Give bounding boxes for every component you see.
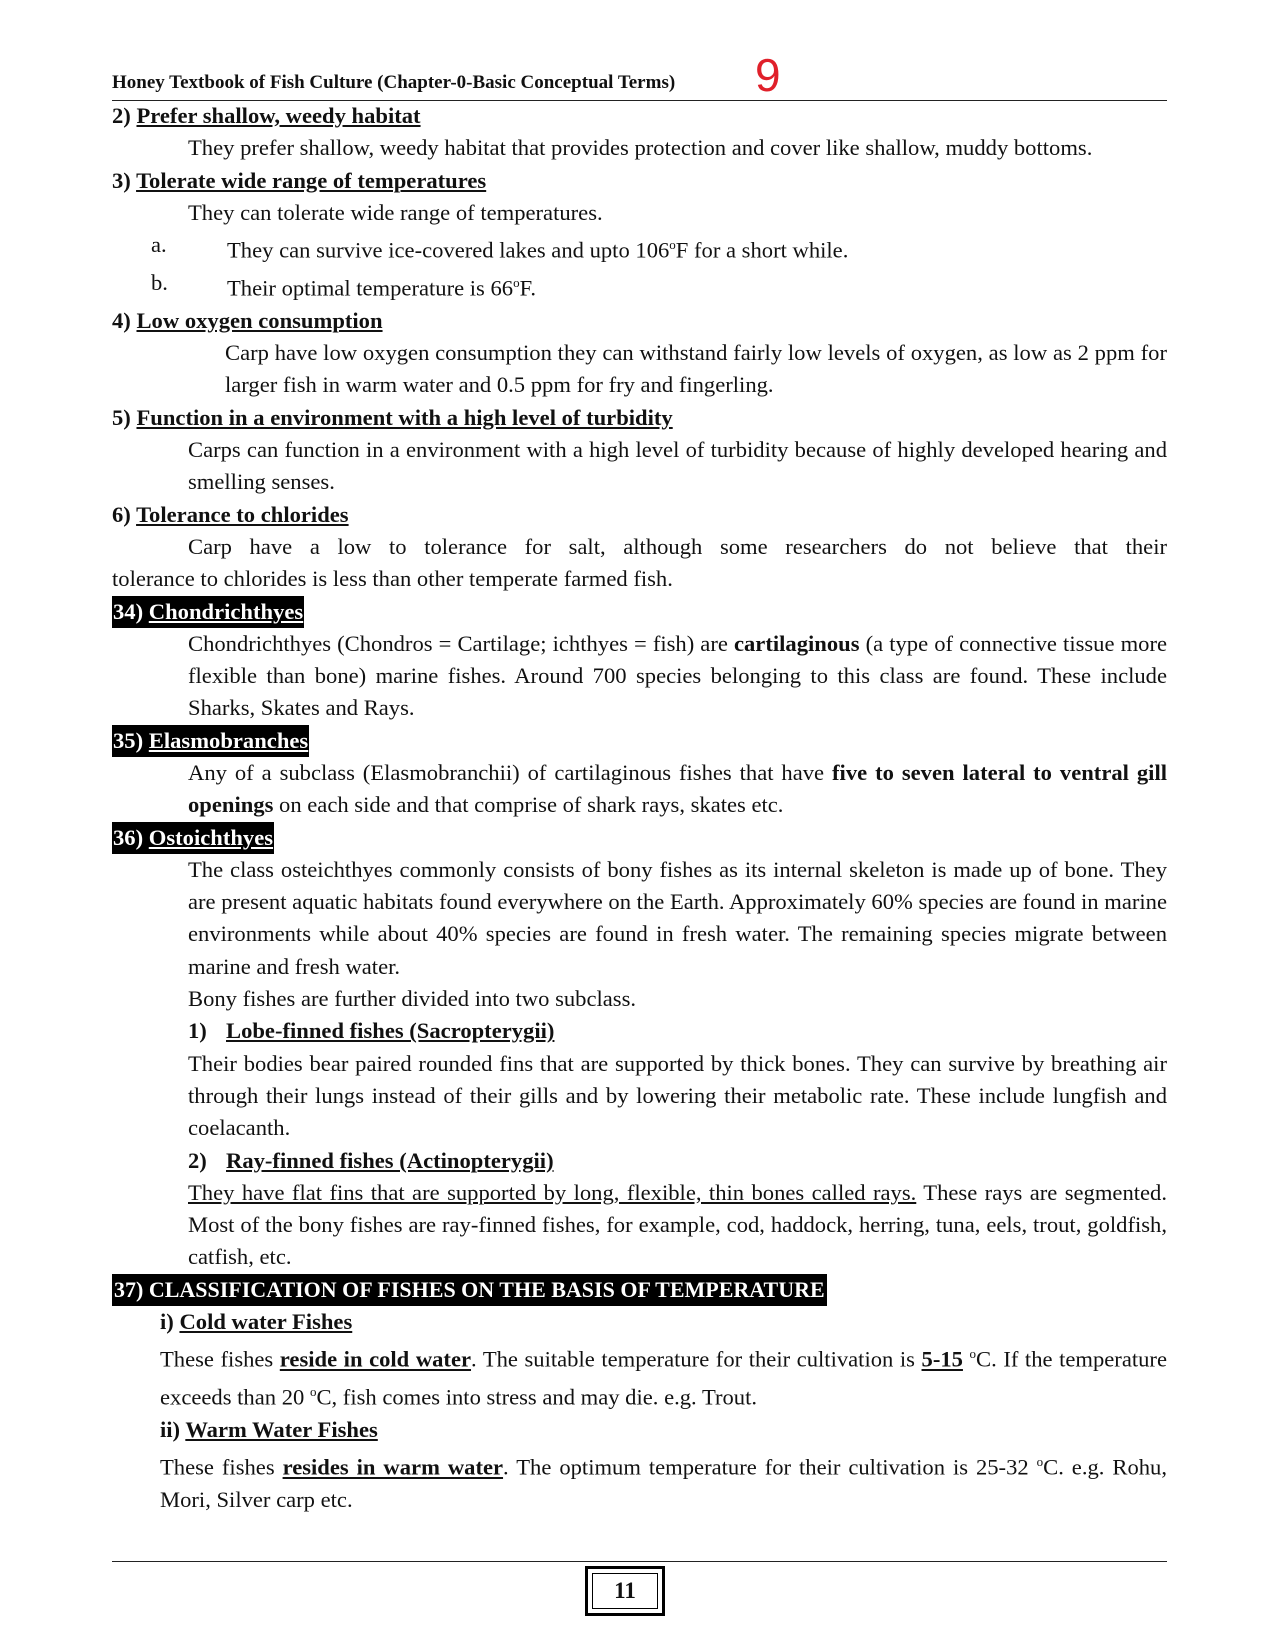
paragraph-prefer-shallow: They prefer shallow, weedy habitat that provides protection and cover like shallow, muddy bottoms.: [188, 135, 1093, 161]
heading-prefer-shallow: 2) Prefer shallow, weedy habitat: [112, 103, 421, 128]
paragraph-tolerate-temperatures: They can tolerate wide range of temperatures.: [188, 199, 603, 225]
paragraph-chlorides-cont: tolerance to chlorides is less than other temperate farmed fish.: [112, 566, 673, 592]
list-item-a: a. They can survive ice-covered lakes and upto 106$^o$F for a short while.: [151, 232, 849, 263]
heading-ostoichthyes: 36) Ostoichthyes: [112, 822, 1167, 854]
paragraph-chlorides: Carp have a low to tolerance for salt, although some researchers do not believe that their: [188, 533, 1167, 559]
paragraph-chondrichthyes: Chondrichthyes (Chondros = Cartilage; ichthyes = fish) are cartilaginous (a type of connective tissue more flexible than bone) marine fishes. Around 700 species belonging to this class are found. These include Sharks, Skates and Rays.: [188, 630, 1168, 721]
paragraph-turbidity: Carps can function in a environment with a high level of turbidity because of highly developed hearing and smelling senses.: [188, 437, 1167, 495]
heading-elasmobranches: 35) Elasmobranches: [112, 725, 1167, 757]
paragraph-lobe-finned: Their bodies bear paired rounded fins that are supported by thick bones. They can survive by breathing air through their lungs instead of their gills and by lowering their metabolic rate. These include lungfish and coelacanth.: [188, 1050, 1167, 1141]
heading-cold-water: i) Cold water Fishes: [160, 1309, 353, 1335]
heading-turbidity: 5) Function in a environment with a high level of turbidity: [112, 404, 673, 430]
paragraph-low-oxygen: Carp have low oxygen consumption they can withstand fairly low levels of oxygen, as low as 2 ppm for larger fish in warm water and 0.5 ppm for fry and fingerling.: [225, 340, 1167, 398]
heading-chondrichthyes: 34) Chondrichthyes: [112, 596, 1167, 628]
list-item-b: b. Their optimal temperature is 66$^o$F.: [151, 270, 537, 301]
paragraph-warm-water: These fishes resides in warm water. The optimum temperature for their cultivation is 25-32 $^o$C. e.g. Rohu, Mori, Silver carp etc.: [160, 1454, 1167, 1513]
heading-chlorides: 6) Tolerance to chlorides: [112, 501, 349, 527]
subheading-ray-finned: 2) Ray-finned fishes (Actinopterygii): [188, 1147, 554, 1173]
paragraph-ray-finned: They have flat fins that are supported by long, flexible, thin bones called rays. These rays are segmented. Most of the bony fishes are ray-finned fishes, for example, cod, haddock, herring, tuna, eels, trout, goldfish, catfish, etc.: [188, 1179, 1167, 1270]
page-number-box: [585, 1566, 665, 1616]
chapter-number: 9: [755, 49, 781, 101]
paragraph-ostoichthyes: The class osteichthyes commonly consists of bony fishes as its internal skeleton is made up of bone. They are present aquatic habitats found everywhere on the Earth. Approximately 60% species are found in marine environments while about 40% species are found in fresh water. The remaining species migrate between marine and fresh water.: [188, 856, 1167, 979]
heading-tolerate-temperatures: 3) Tolerate wide range of temperatures: [112, 167, 487, 193]
heading-warm-water: ii) Warm Water Fishes: [160, 1417, 378, 1442]
header-title: Honey Textbook of Fish Culture (Chapter-0-Basic Conceptual Terms): [112, 72, 676, 93]
heading-low-oxygen: 4) Low oxygen consumption: [112, 307, 383, 333]
heading-classification-temperature: 37) CLASSIFICATION OF FISHES ON THE BASIS OF TEMPERATURE: [112, 1274, 1167, 1306]
subheading-lobe-finned: 1) Lobe-finned fishes (Sacropterygii): [188, 1018, 555, 1044]
paragraph-bony-subclass: Bony fishes are further divided into two subclass.: [188, 986, 637, 1012]
page-content: [112, 100, 1167, 1516]
footer-rule: [112, 1561, 1167, 1562]
page-header: [112, 46, 1167, 101]
paragraph-cold-water: These fishes reside in cold water. The suitable temperature for their cultivation is 5-15 $^o$C. If the temperature exceeds than 20 $^o$C, fish comes into stress and may die. e.g. Trout.: [160, 1346, 1167, 1410]
page-number: 11: [592, 1573, 658, 1609]
paragraph-elasmobranches: Any of a subclass (Elasmobranchii) of cartilaginous fishes that have five to seven lateral to ventral gill openings on each side and that comprise of shark rays, skates etc.: [188, 760, 1167, 818]
